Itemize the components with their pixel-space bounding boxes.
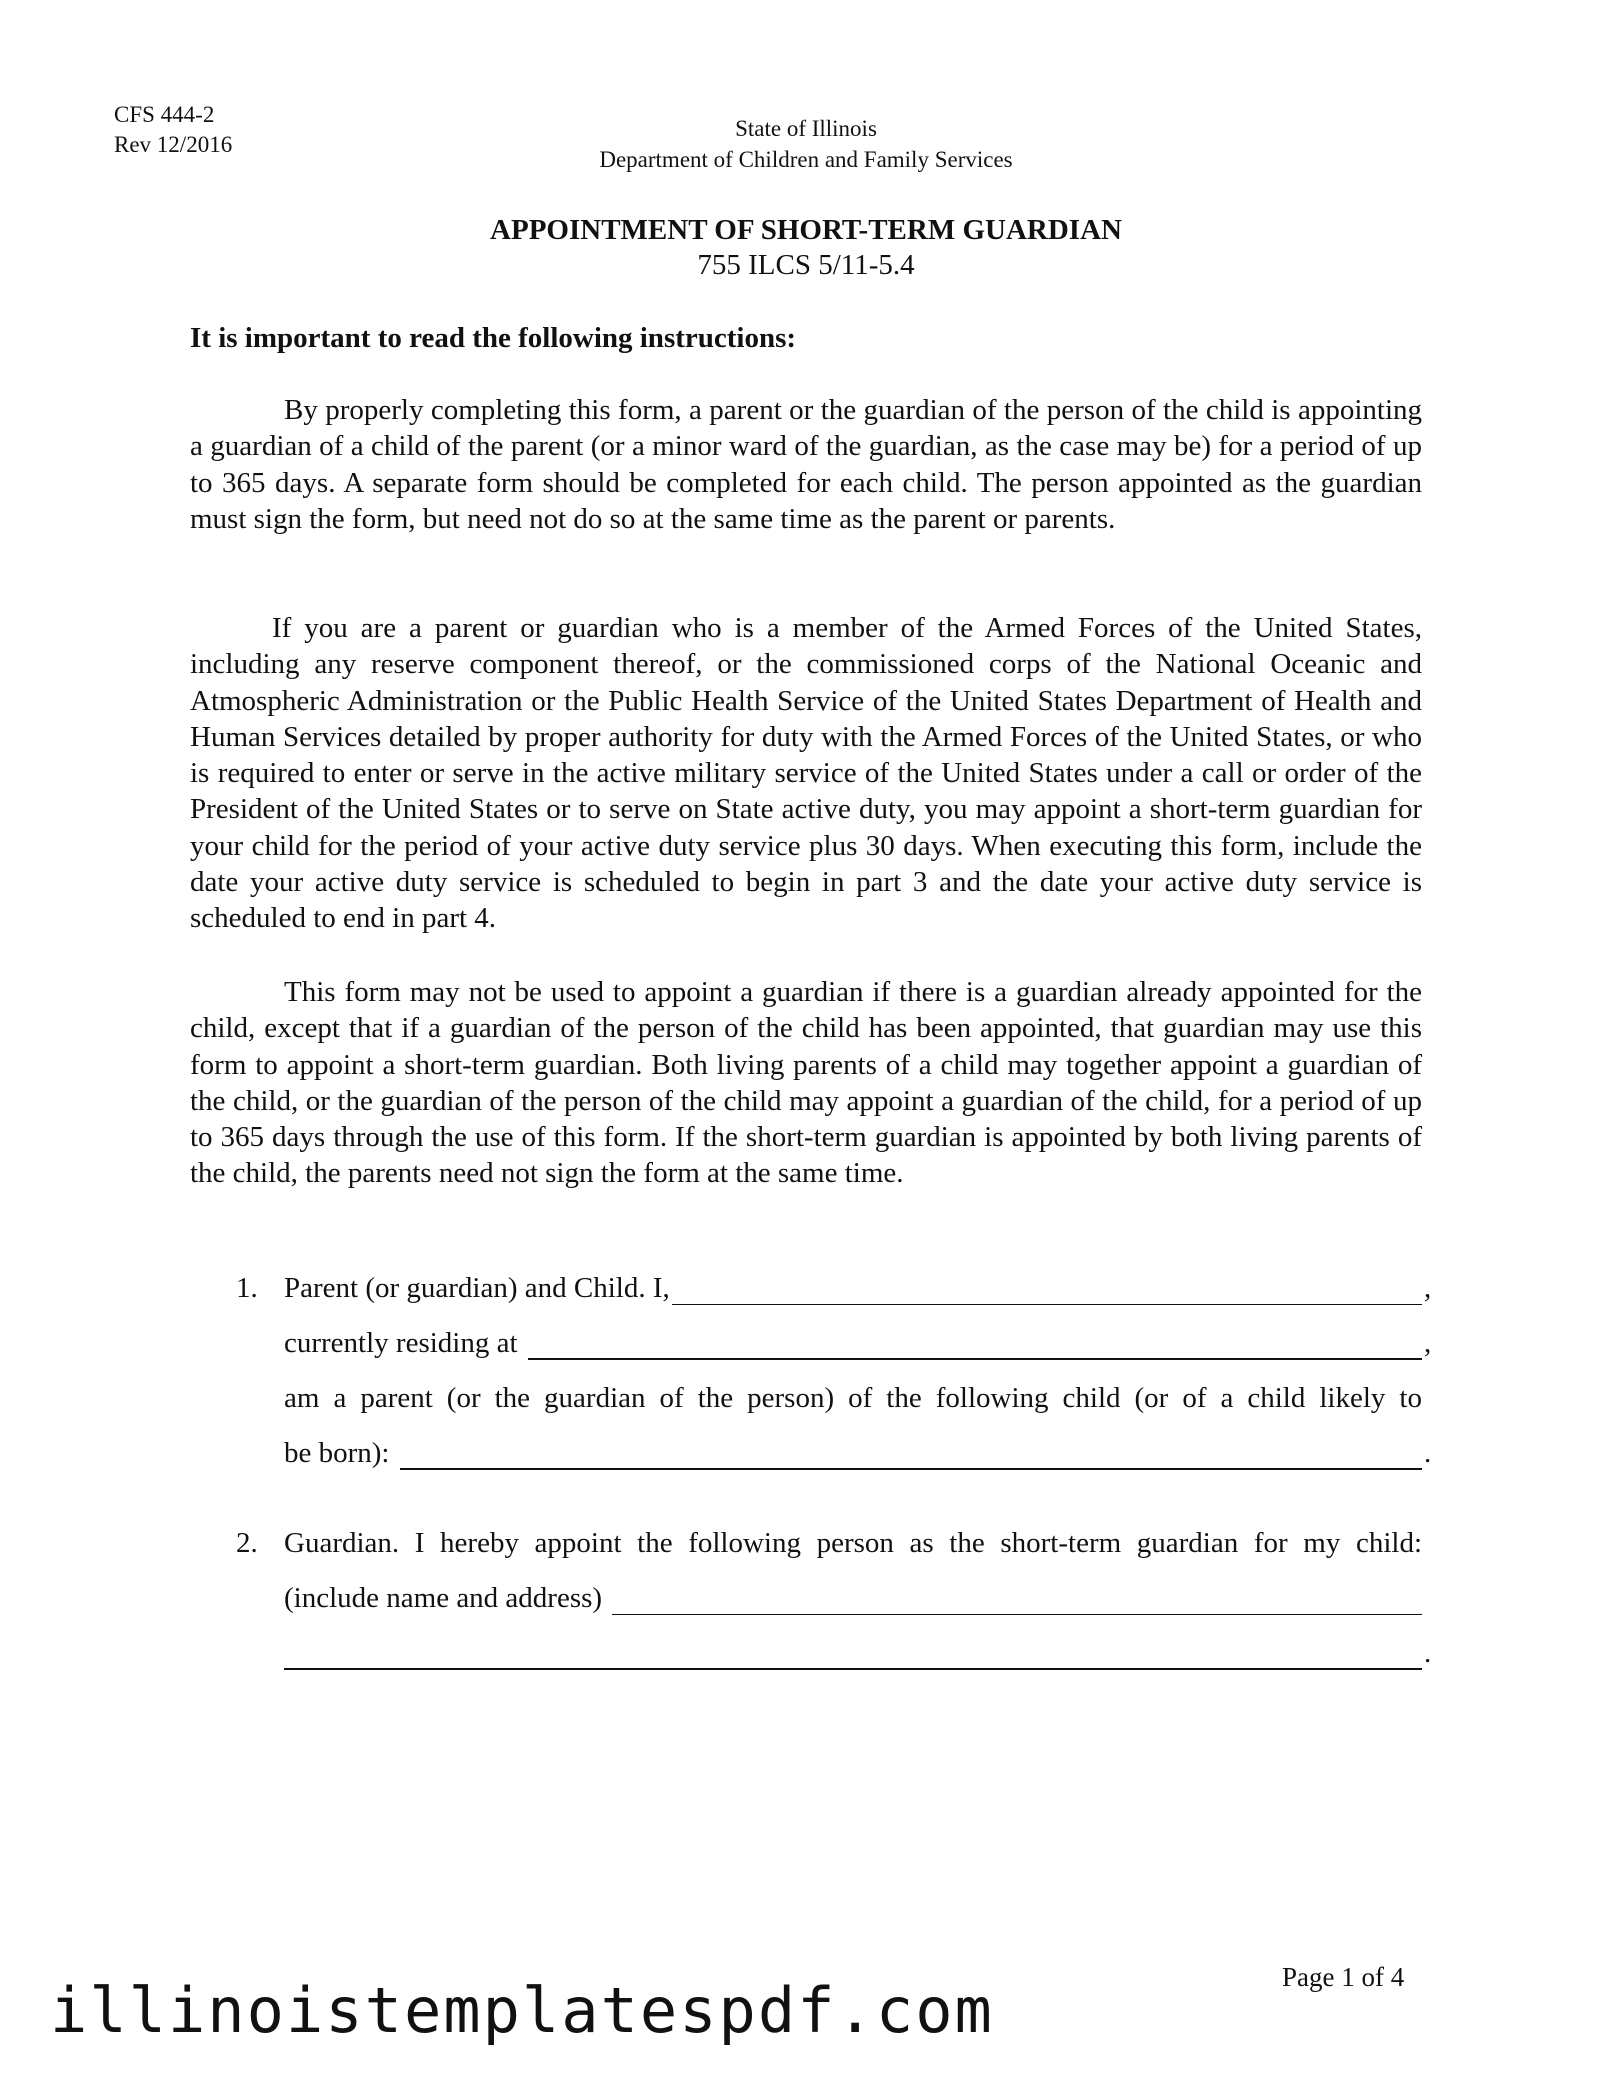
instruction-paragraph-1: By properly completing this form, a parent or the guardian of the person of the child is appointing a guardian of a child of the parent (or a minor ward of the guardian, as the case may be) for a period of up to 365 days. A separate form should be completed for each child. The person appointed as the guardian must sign the form, but need not do so at the same time as the parent or parents.	[190, 394, 1422, 535]
item-2-text: Guardian. I hereby appoint the following person as the short-term guardian for my child:	[284, 1527, 1422, 1559]
guardian-info-field-continued[interactable]	[284, 1642, 1422, 1670]
statute-citation: 755 ILCS 5/11-5.4	[697, 249, 915, 281]
item-1-line-4	[284, 1436, 1434, 1470]
item-2-line-2	[284, 1581, 1434, 1615]
item-2-number: 2.	[236, 1527, 258, 1559]
parent-name-field[interactable]	[672, 1278, 1422, 1305]
child-name-field[interactable]	[400, 1442, 1423, 1470]
watermark: illinoistemplatespdf.com	[50, 1974, 994, 2047]
residence-label: currently residing at	[284, 1327, 518, 1359]
agency-department: Department of Children and Family Services	[599, 147, 1013, 172]
page-number: Page 1 of 4	[1282, 1962, 1405, 1992]
form-revision: Rev 12/2016	[114, 132, 233, 157]
instructions-heading: It is important to read the following instructions:	[190, 322, 797, 354]
agency-block	[0, 113, 1612, 175]
child-name-label: be born):	[284, 1437, 390, 1469]
guardian-info-field[interactable]	[612, 1588, 1422, 1615]
instruction-paragraph-2: If you are a parent or guardian who is a member of the Armed Forces of the United States, including any reserve component thereof, or the commissioned corps of the National Oceanic and Atmospheric Administration or the Public Health Service of the United States Department of Health and Human Services detailed by proper authority for duty with the Armed Forces of the United States, or who is required to enter or serve in the active military service of the United States under a call or order of the President of the United States or to serve on State active duty, you may appoint a short-term guardian for your child for the period of your active duty service plus 30 days. When executing this form, include the date your active duty service is scheduled to begin in part 3 and the date your active duty service is scheduled to end in part 4.	[190, 612, 1422, 935]
instruction-paragraph-3: This form may not be used to appoint a guardian if there is a guardian already appointed for the child, except that if a guardian of the person of the child has been appointed, that guardian may use this form to appoint a short-term guardian. Both living parents of a child may together appoint a guardian of the child, or the guardian of the person of the child may appoint a guardian of the child, for a period of up to 365 days through the use of this form. If the short-term guardian is appointed by both living parents of the child, the parents need not sign the form at the same time.	[190, 976, 1422, 1190]
item-1-line-1	[284, 1271, 1434, 1305]
period: .	[1424, 1637, 1432, 1669]
period: .	[1424, 1437, 1432, 1469]
guardian-info-label: (include name and address)	[284, 1582, 603, 1614]
form-number: CFS 444-2	[114, 102, 215, 127]
item-1-number: 1.	[236, 1272, 258, 1304]
item-2-line-3	[284, 1636, 1434, 1670]
parent-name-label: Parent (or guardian) and Child. I,	[284, 1272, 670, 1304]
agency-state: State of Illinois	[735, 116, 877, 141]
document-title: APPOINTMENT OF SHORT-TERM GUARDIAN	[490, 214, 1122, 246]
item-1-relationship-text: am a parent (or the guardian of the person) of the following child (or of a child likely to	[284, 1382, 1422, 1414]
item-1-line-2	[284, 1326, 1434, 1360]
comma: ,	[1424, 1327, 1432, 1359]
comma: ,	[1424, 1272, 1432, 1304]
residence-field[interactable]	[528, 1332, 1422, 1360]
